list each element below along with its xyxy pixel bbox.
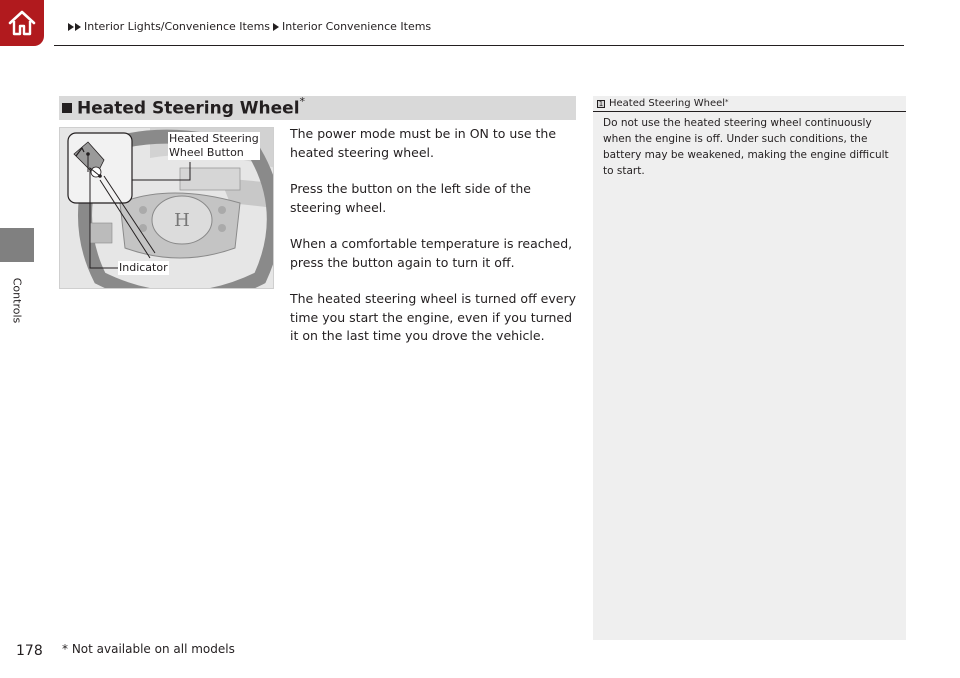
triangle-right-icon <box>75 23 81 31</box>
chapter-label: Controls <box>10 277 24 323</box>
svg-text:H: H <box>174 210 190 231</box>
sidebar-title: Heated Steering Wheel <box>609 98 726 109</box>
label-heated-steering-wheel-button: Heated Steering Wheel Button <box>169 132 259 159</box>
triangle-right-icon <box>273 23 279 31</box>
square-bullet-icon <box>62 103 72 113</box>
home-icon <box>7 9 37 37</box>
reference-sidebar <box>593 96 906 640</box>
triangle-right-icon <box>68 23 74 31</box>
section-header <box>59 96 576 120</box>
paragraph-auto-off: The heated steering wheel is turned off every time you start the engine, even if you turned it on the last time you drove the vehicle. <box>290 291 576 343</box>
body-text <box>290 125 580 346</box>
footnote: * Not available on all models <box>62 642 235 656</box>
asterisk-marker: * <box>299 95 306 109</box>
steering-wheel-illustration <box>59 127 274 289</box>
breadcrumb-item-interior-lights[interactable]: Interior Lights/Convenience Items <box>84 20 271 33</box>
sidebar-text: Do not use the heated steering wheel continuously when the engine is off. Under such conditions, the battery may be weakened, making the engine difficult to start. <box>603 117 889 177</box>
page-number: 178 <box>16 643 43 659</box>
chapter-tab[interactable] <box>0 228 34 262</box>
paragraph-press-button: Press the button on the left side of the steering wheel. <box>290 181 531 215</box>
home-button[interactable] <box>0 0 44 46</box>
reference-marker-icon: 1 <box>598 99 604 108</box>
sidebar-asterisk: * <box>725 97 729 106</box>
paragraph-turn-off: When a comfortable temperature is reached, press the button again to turn it off. <box>290 236 573 270</box>
breadcrumb <box>68 20 431 33</box>
paragraph-power-mode: The power mode must be in ON to use the heated steering wheel. <box>290 126 557 160</box>
header-divider <box>54 45 904 46</box>
sidebar-heading <box>593 96 906 112</box>
breadcrumb-item-interior-convenience[interactable]: Interior Convenience Items <box>282 20 432 33</box>
label-indicator: Indicator <box>119 261 168 274</box>
section-title: Heated Steering Wheel* <box>77 95 306 119</box>
